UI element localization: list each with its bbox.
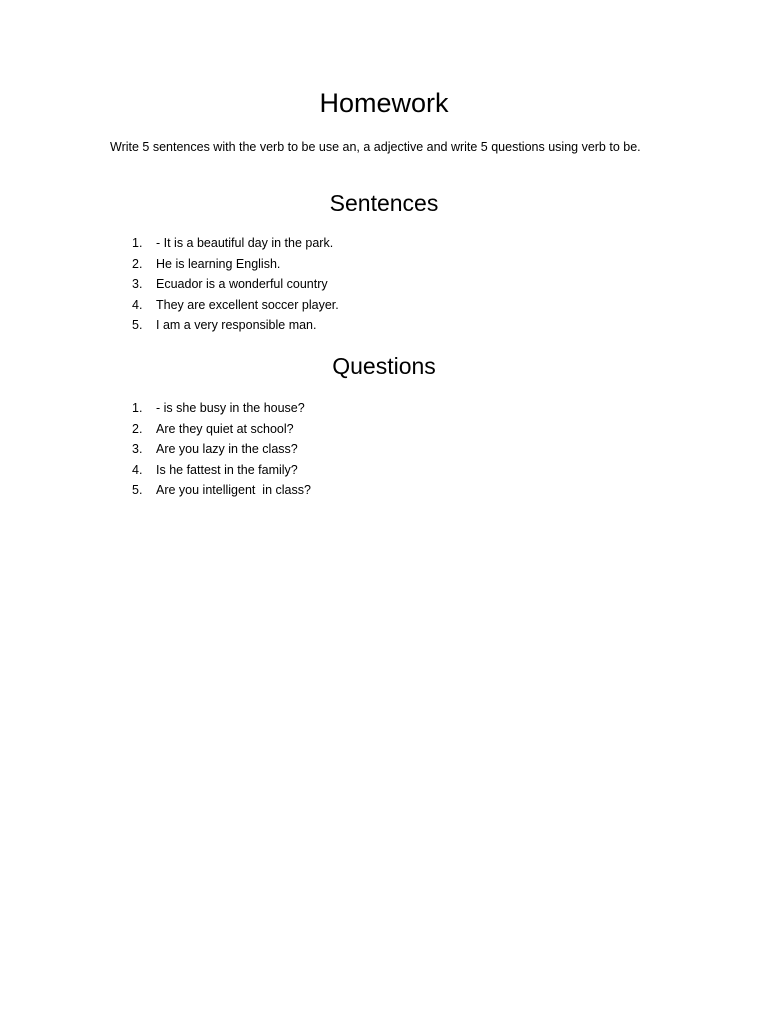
list-item <box>128 233 339 254</box>
list-item-text: Are you lazy in the class? <box>156 442 298 456</box>
list-item-number: 1. <box>132 236 143 250</box>
instructions-paragraph: Write 5 sentences with the verb to be use an, a adjective and write 5 questions using verb to be. <box>110 140 641 154</box>
list-item-text: Ecuador is a wonderful country <box>156 277 328 291</box>
list-item <box>128 398 311 419</box>
sentences-list <box>128 233 339 336</box>
list-item-text: Are you intelligent in class? <box>156 483 311 497</box>
list-item-number: 5. <box>132 318 143 332</box>
list-item-text: They are excellent soccer player. <box>156 297 339 312</box>
list-item-text: I am a very responsible man. <box>156 318 317 332</box>
list-item-number: 3. <box>132 277 143 291</box>
list-item-text: - is she busy in the house? <box>156 401 305 415</box>
list-item <box>128 315 339 336</box>
page-title: Homework <box>319 88 449 118</box>
list-item-number: 1. <box>132 401 143 415</box>
questions-list <box>128 398 311 501</box>
list-item-number: 2. <box>132 421 143 436</box>
list-item-number: 3. <box>132 442 143 456</box>
list-item <box>128 439 311 460</box>
list-item-text: Are they quiet at school? <box>156 421 294 436</box>
questions-heading: Questions <box>332 353 436 379</box>
list-item-text: He is learning English. <box>156 256 281 271</box>
sentences-heading: Sentences <box>329 190 439 216</box>
list-item-text: - It is a beautiful day in the park. <box>156 236 334 250</box>
list-item-number: 5. <box>132 483 143 497</box>
list-item-number: 2. <box>132 256 143 271</box>
list-item <box>128 254 339 275</box>
list-item <box>128 274 339 295</box>
list-item <box>128 419 311 440</box>
list-item <box>128 480 311 501</box>
list-item <box>128 295 339 316</box>
list-item-number: 4. <box>132 297 143 312</box>
list-item <box>128 460 311 481</box>
list-item-number: 4. <box>132 462 143 477</box>
list-item-text: Is he fattest in the family? <box>156 462 298 477</box>
